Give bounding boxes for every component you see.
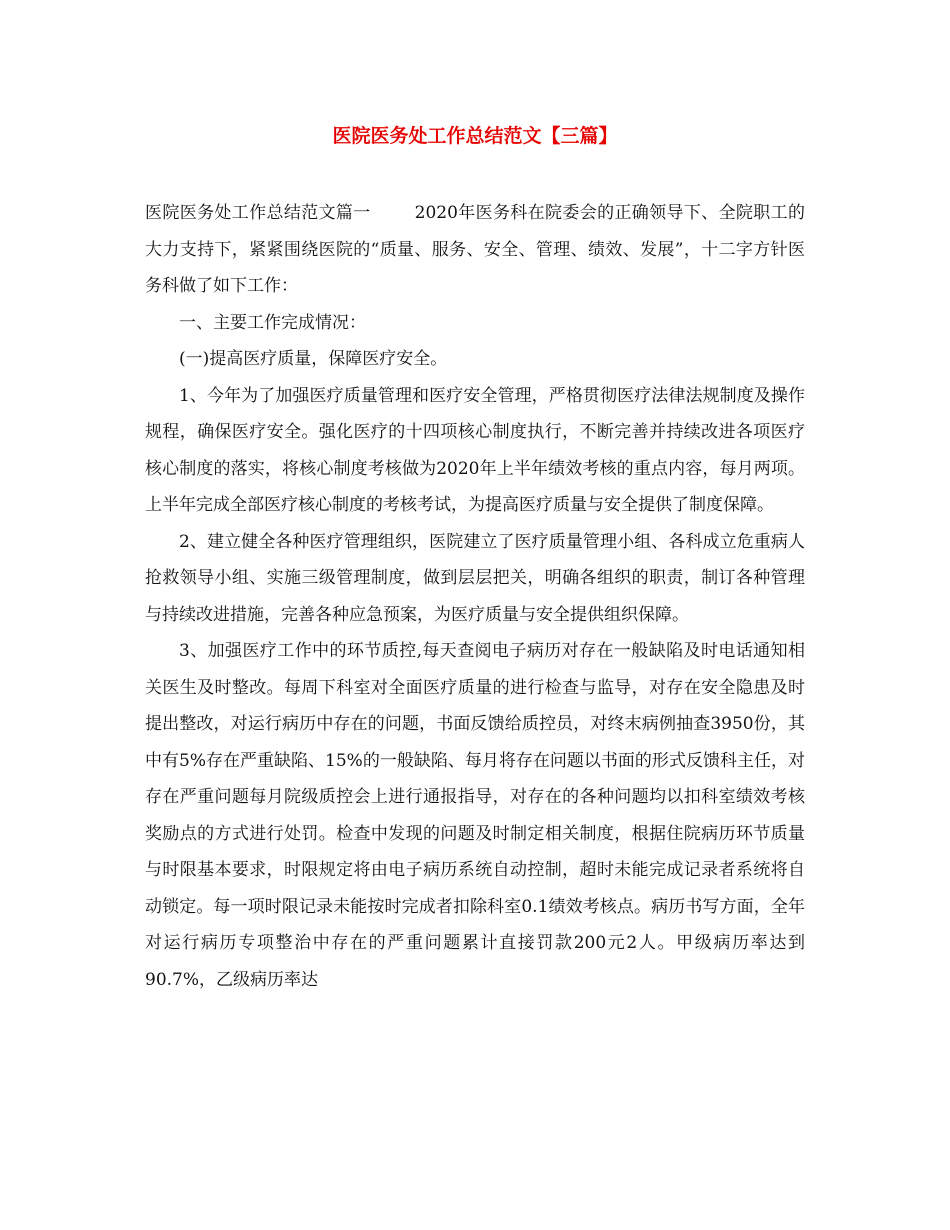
intro-paragraph <box>145 195 805 305</box>
paragraph-3: 3、加强医疗工作中的环节质控,每天查阅电子病历对存在一般缺陷及时电话通知相关医生及时整改。每周下科室对全面医疗质量的进行检查与监导，对存在安全隐患及时提出整改，对运行病历中存在的问题，书面反馈给质控员，对终末病例抽查3950份，其中有5%存在严重缺陷、15%的一般缺陷、每月将存在问题以书面的形式反馈科主任，对存在严重问题每月院级质控会上进行通报指导，对存在的各种问题均以扣科室绩效考核奖励点的方式进行处罚。检查中发现的问题及时制定相关制度，根据住院病历环节质量与时限基本要求，时限规定将由电子病历系统自动控制，超时未能完成记录者系统将自动锁定。每一项时限记录未能按时完成者扣除科室0.1绩效考核点。病历书写方面，全年对运行病历专项整治中存在的严重问题累计直接罚款200元2人。甲级病历率达到90.7%，乙级病历率达 <box>145 641 805 990</box>
intro-label: 医院医务处工作总结范文篇一 <box>145 203 371 223</box>
document-title: 医院医务处工作总结范文【三篇】 <box>332 125 618 147</box>
subsection-heading: (一)提高医疗质量，保障医疗安全。 <box>179 349 448 369</box>
paragraph-1: 1、今年为了加强医疗质量管理和医疗安全管理，严格贯彻医疗法律法规制度及操作规程，确保医疗安全。强化医疗的十四项核心制度执行，不断完善并持续改进各项医疗核心制度的落实，将核心制度考核做为2020年上半年绩效考核的重点内容，每月两项。上半年完成全部医疗核心制度的考核考试，为提高医疗质量与安全提供了制度保障。 <box>145 385 805 515</box>
paragraph-2: 2、建立健全各种医疗管理组织，医院建立了医疗质量管理小组、各科成立危重病人抢救领导小组、实施三级管理制度，做到层层把关，明确各组织的职责，制订各种管理与持续改进措施，完善各种应急预案，为医疗质量与安全提供组织保障。 <box>145 531 805 625</box>
section-heading: 一、主要工作完成情况： <box>179 312 366 333</box>
intro-text: 2020年医务科在院委会的正确领导下、全院职工的大力支持下，紧紧围绕医院的“质量、服务、安全、管理、绩效、发展”，十二字方针医务科做了如下工作： <box>145 203 805 296</box>
document-body <box>145 195 805 998</box>
